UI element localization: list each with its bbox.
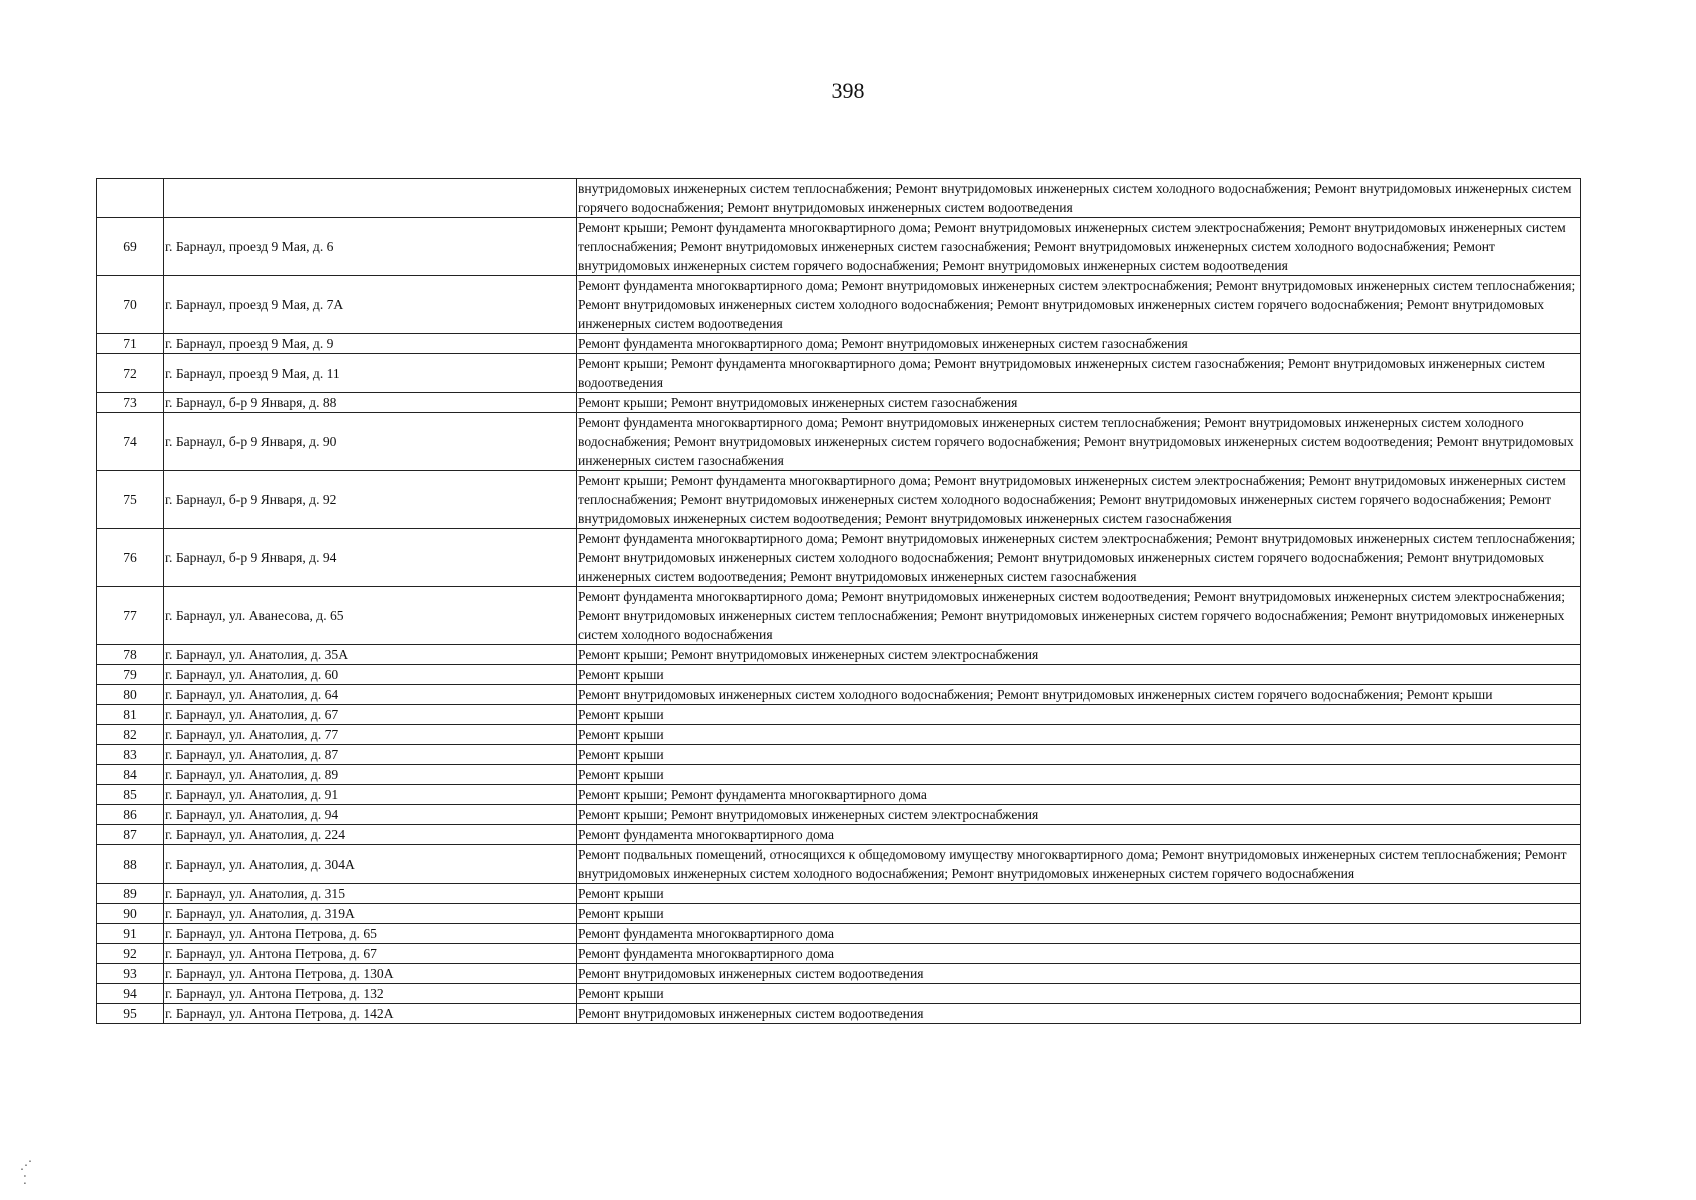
row-work-list: Ремонт крыши [577,884,1581,904]
row-work-list: Ремонт крыши; Ремонт фундамента многоквартирного дома; Ремонт внутридомовых инженерных систем электроснабжения; Ремонт внутридомовых инженерных систем теплоснабжения; Ремонт внутридомовых инженерных систем холодного водоснабжения; Ремонт внутридомовых инженерных систем горячего водоснабжения; Ремонт внутридомовых инженерных систем водоотведения; Ремонт внутридомовых инженерных систем газоснабжения [577,471,1581,529]
row-address: г. Барнаул, ул. Анатолия, д. 319А [164,904,577,924]
table-row [97,587,1581,645]
row-work-list: Ремонт внутридомовых инженерных систем водоотведения [577,1004,1581,1024]
row-number: 75 [97,471,164,529]
table-row [97,984,1581,1004]
row-work-list: внутридомовых инженерных систем теплоснабжения; Ремонт внутридомовых инженерных систем холодного водоснабжения; Ремонт внутридомовых инженерных систем горячего водоснабжения; Ремонт внутридомовых инженерных систем водоотведения [577,179,1581,218]
table-row [97,765,1581,785]
row-address: г. Барнаул, б-р 9 Января, д. 94 [164,529,577,587]
row-number: 72 [97,354,164,393]
table-row [97,645,1581,665]
row-work-list: Ремонт крыши [577,984,1581,1004]
table-row [97,276,1581,334]
repair-registry-table [96,178,1581,1024]
row-address: г. Барнаул, б-р 9 Января, д. 92 [164,471,577,529]
scan-marks: ⋰ ⁚ [20,1158,32,1187]
row-number: 89 [97,884,164,904]
table-row [97,705,1581,725]
table-row [97,685,1581,705]
row-number [97,179,164,218]
row-number: 69 [97,218,164,276]
row-number: 79 [97,665,164,685]
row-number: 92 [97,944,164,964]
row-work-list: Ремонт крыши [577,904,1581,924]
row-address: г. Барнаул, ул. Анатолия, д. 35А [164,645,577,665]
row-number: 73 [97,393,164,413]
row-work-list: Ремонт внутридомовых инженерных систем водоотведения [577,964,1581,984]
table-row [97,413,1581,471]
row-address: г. Барнаул, ул. Антона Петрова, д. 142А [164,1004,577,1024]
table-row [97,725,1581,745]
row-address: г. Барнаул, ул. Анатолия, д. 77 [164,725,577,745]
row-address: г. Барнаул, ул. Анатолия, д. 224 [164,825,577,845]
row-number: 85 [97,785,164,805]
row-address: г. Барнаул, ул. Анатолия, д. 315 [164,884,577,904]
row-number: 84 [97,765,164,785]
row-number: 71 [97,334,164,354]
row-address: г. Барнаул, б-р 9 Января, д. 88 [164,393,577,413]
row-work-list: Ремонт фундамента многоквартирного дома [577,924,1581,944]
row-address: г. Барнаул, ул. Аванесова, д. 65 [164,587,577,645]
row-number: 93 [97,964,164,984]
row-number: 83 [97,745,164,765]
row-work-list: Ремонт фундамента многоквартирного дома; Ремонт внутридомовых инженерных систем водоотведения; Ремонт внутридомовых инженерных систем электроснабжения; Ремонт внутридомовых инженерных систем теплоснабжения; Ремонт внутридомовых инженерных систем горячего водоснабжения; Ремонт внутридомовых инженерных систем холодного водоснабжения [577,587,1581,645]
row-number: 81 [97,705,164,725]
table-row [97,529,1581,587]
row-address: г. Барнаул, ул. Анатолия, д. 89 [164,765,577,785]
row-work-list: Ремонт крыши [577,745,1581,765]
row-address: г. Барнаул, проезд 9 Мая, д. 6 [164,218,577,276]
row-number: 82 [97,725,164,745]
row-address: г. Барнаул, ул. Анатолия, д. 67 [164,705,577,725]
row-work-list: Ремонт фундамента многоквартирного дома; Ремонт внутридомовых инженерных систем электроснабжения; Ремонт внутридомовых инженерных систем теплоснабжения; Ремонт внутридомовых инженерных систем холодного водоснабжения; Ремонт внутридомовых инженерных систем горячего водоснабжения; Ремонт внутридомовых инженерных систем водоотведения; Ремонт внутридомовых инженерных систем газоснабжения [577,529,1581,587]
row-number: 78 [97,645,164,665]
row-work-list: Ремонт фундамента многоквартирного дома [577,825,1581,845]
table-row [97,334,1581,354]
table-row [97,393,1581,413]
row-work-list: Ремонт подвальных помещений, относящихся к общедомовому имуществу многоквартирного дома; Ремонт внутридомовых инженерных систем теплоснабжения; Ремонт внутридомовых инженерных систем холодного водоснабжения; Ремонт внутридомовых инженерных систем горячего водоснабжения [577,845,1581,884]
row-address: г. Барнаул, ул. Анатолия, д. 87 [164,745,577,765]
row-address: г. Барнаул, ул. Анатолия, д. 91 [164,785,577,805]
row-work-list: Ремонт крыши; Ремонт фундамента многоквартирного дома [577,785,1581,805]
table-row [97,354,1581,393]
table-row [97,964,1581,984]
row-work-list: Ремонт крыши [577,765,1581,785]
row-work-list: Ремонт фундамента многоквартирного дома; Ремонт внутридомовых инженерных систем электроснабжения; Ремонт внутридомовых инженерных систем теплоснабжения; Ремонт внутридомовых инженерных систем холодного водоснабжения; Ремонт внутридомовых инженерных систем горячего водоснабжения; Ремонт внутридомовых инженерных систем водоотведения [577,276,1581,334]
row-work-list: Ремонт крыши; Ремонт фундамента многоквартирного дома; Ремонт внутридомовых инженерных систем газоснабжения; Ремонт внутридомовых инженерных систем водоотведения [577,354,1581,393]
table-row [97,924,1581,944]
table-row [97,745,1581,765]
table-row [97,218,1581,276]
row-work-list: Ремонт крыши [577,665,1581,685]
table-row [97,665,1581,685]
table-row [97,471,1581,529]
row-address: г. Барнаул, ул. Антона Петрова, д. 65 [164,924,577,944]
row-address: г. Барнаул, ул. Антона Петрова, д. 132 [164,984,577,1004]
page-number: 398 [831,78,865,103]
row-number: 88 [97,845,164,884]
row-address: г. Барнаул, ул. Антона Петрова, д. 67 [164,944,577,964]
row-work-list: Ремонт фундамента многоквартирного дома [577,944,1581,964]
table-row [97,1004,1581,1024]
row-address: г. Барнаул, ул. Антона Петрова, д. 130А [164,964,577,984]
row-address: г. Барнаул, проезд 9 Мая, д. 11 [164,354,577,393]
row-number: 76 [97,529,164,587]
row-work-list: Ремонт внутридомовых инженерных систем холодного водоснабжения; Ремонт внутридомовых инженерных систем горячего водоснабжения; Ремонт крыши [577,685,1581,705]
table-row [97,825,1581,845]
table-body [97,179,1581,1024]
row-number: 94 [97,984,164,1004]
row-work-list: Ремонт крыши; Ремонт внутридомовых инженерных систем электроснабжения [577,645,1581,665]
row-address: г. Барнаул, ул. Анатолия, д. 94 [164,805,577,825]
row-address: г. Барнаул, ул. Анатолия, д. 304А [164,845,577,884]
row-number: 70 [97,276,164,334]
row-work-list: Ремонт крыши [577,705,1581,725]
row-work-list: Ремонт крыши; Ремонт внутридомовых инженерных систем газоснабжения [577,393,1581,413]
row-work-list: Ремонт крыши; Ремонт фундамента многоквартирного дома; Ремонт внутридомовых инженерных систем электроснабжения; Ремонт внутридомовых инженерных систем теплоснабжения; Ремонт внутридомовых инженерных систем газоснабжения; Ремонт внутридомовых инженерных систем холодного водоснабжения; Ремонт внутридомовых инженерных систем горячего водоснабжения; Ремонт внутридомовых инженерных систем водоотведения [577,218,1581,276]
row-number: 80 [97,685,164,705]
row-work-list: Ремонт фундамента многоквартирного дома; Ремонт внутридомовых инженерных систем теплоснабжения; Ремонт внутридомовых инженерных систем холодного водоснабжения; Ремонт внутридомовых инженерных систем горячего водоснабжения; Ремонт внутридомовых инженерных систем водоотведения; Ремонт внутридомовых инженерных систем газоснабжения [577,413,1581,471]
row-address: г. Барнаул, ул. Анатолия, д. 60 [164,665,577,685]
row-number: 90 [97,904,164,924]
row-number: 95 [97,1004,164,1024]
table-row [97,805,1581,825]
table-row [97,944,1581,964]
table-row [97,845,1581,884]
row-address [164,179,577,218]
row-work-list: Ремонт крыши [577,725,1581,745]
row-address: г. Барнаул, проезд 9 Мая, д. 9 [164,334,577,354]
row-work-list: Ремонт фундамента многоквартирного дома; Ремонт внутридомовых инженерных систем газоснабжения [577,334,1581,354]
row-number: 86 [97,805,164,825]
table-row [97,884,1581,904]
row-address: г. Барнаул, б-р 9 Января, д. 90 [164,413,577,471]
table-row [97,179,1581,218]
row-address: г. Барнаул, проезд 9 Мая, д. 7А [164,276,577,334]
row-number: 77 [97,587,164,645]
table-row [97,785,1581,805]
row-number: 74 [97,413,164,471]
row-number: 87 [97,825,164,845]
row-number: 91 [97,924,164,944]
row-work-list: Ремонт крыши; Ремонт внутридомовых инженерных систем электроснабжения [577,805,1581,825]
row-address: г. Барнаул, ул. Анатолия, д. 64 [164,685,577,705]
table-row [97,904,1581,924]
